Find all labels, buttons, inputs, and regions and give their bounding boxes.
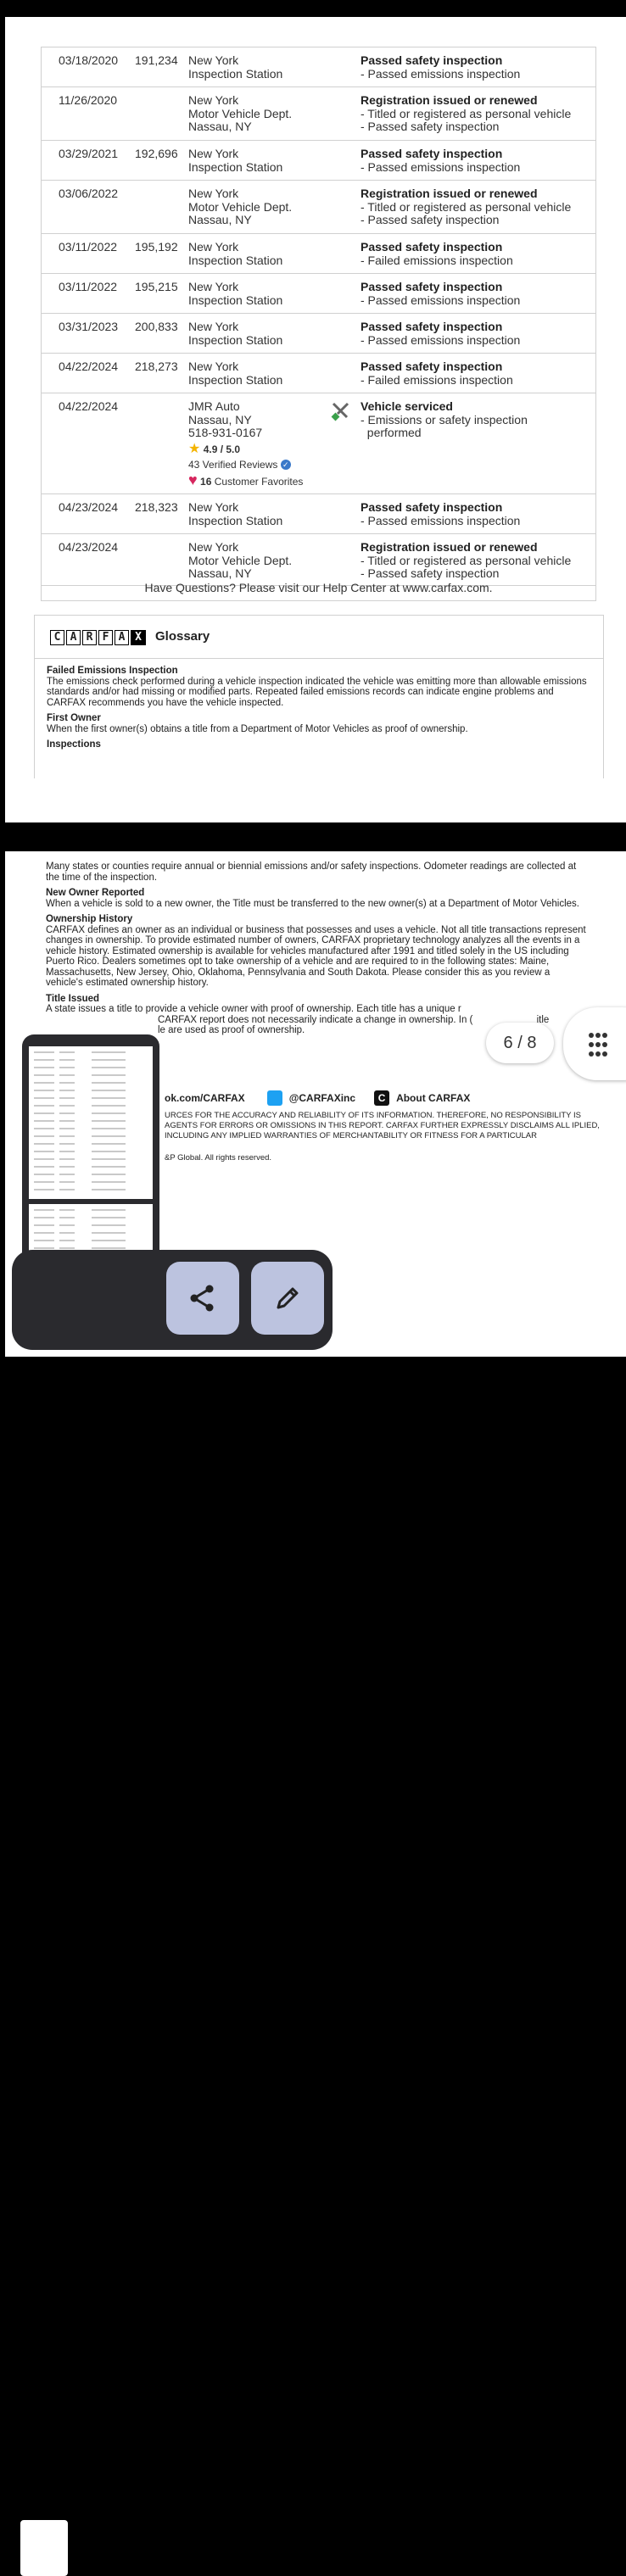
- glossary-entries-2: [46, 888, 589, 1015]
- thumbnail-line: [92, 1082, 126, 1084]
- row-odometer: 218,323: [135, 500, 178, 514]
- source-line: New York: [188, 240, 239, 254]
- event-title: Passed safety inspection: [361, 320, 503, 333]
- row-date: 03/29/2021: [59, 147, 119, 160]
- thumbnail-line: [34, 1090, 54, 1091]
- row-date: 04/23/2024: [59, 500, 119, 514]
- history-table: [41, 47, 596, 586]
- thumbnail-line: [92, 1247, 126, 1249]
- glossary-term: Title Issued: [46, 993, 100, 1004]
- row-details: [361, 541, 590, 581]
- history-row: [42, 534, 595, 585]
- thumbnail-line: [59, 1174, 75, 1175]
- thumbnail-line: [34, 1224, 54, 1226]
- thumbnail-line: [59, 1097, 75, 1099]
- dealer-rating: ★ 4.9 / 5.0 43 Verified Reviews ✓ ♥ 16 Customer Favorites: [188, 441, 304, 488]
- thumbnail-line: [92, 1217, 126, 1218]
- source-line: New York: [188, 187, 239, 200]
- thumbnail-line: [34, 1097, 54, 1099]
- row-odometer: 218,273: [135, 360, 178, 373]
- thumbnail-line: [92, 1174, 126, 1175]
- thumbnail-line: [59, 1059, 75, 1061]
- source-line: JMR Auto: [188, 399, 240, 413]
- thumbnail-line: [59, 1105, 75, 1107]
- title-issued-line2: CARFAX report does not necessarily indicate a change in ownership. In ( itle: [158, 1014, 550, 1025]
- carfax-c-icon: C: [374, 1090, 389, 1106]
- edit-button[interactable]: [251, 1262, 324, 1335]
- thumbnail-line: [59, 1247, 75, 1249]
- glossary-header: [35, 616, 603, 659]
- row-source: [188, 400, 303, 489]
- row-source: [188, 281, 282, 307]
- logo-letter: C: [50, 630, 64, 645]
- thumbnail-line: [59, 1143, 75, 1145]
- event-detail: - Failed emissions inspection: [361, 253, 513, 267]
- logo-letter: A: [115, 630, 129, 645]
- share-icon: [187, 1283, 218, 1313]
- thumbnail-line: [34, 1059, 54, 1061]
- row-odometer: 195,192: [135, 240, 178, 254]
- verified-check-icon: ✓: [281, 460, 291, 470]
- thumbnail-line: [34, 1217, 54, 1218]
- about-carfax-link[interactable]: About CARFAX: [396, 1092, 471, 1104]
- row-details: [361, 241, 590, 267]
- twitter-link[interactable]: @CARFAXinc: [288, 1092, 356, 1104]
- page-indicator: 6 / 8: [486, 1023, 554, 1063]
- wrench-screwdriver-icon: [330, 400, 352, 422]
- current-page-thumbnail[interactable]: [20, 2520, 68, 2576]
- glossary-term: Failed Emissions Inspection: [47, 666, 178, 676]
- thumbnail-line: [34, 1174, 54, 1175]
- thumbnail-line: [92, 1090, 126, 1091]
- thumbnail-line: [92, 1112, 126, 1114]
- row-date: 03/06/2022: [59, 187, 119, 200]
- row-date: 11/26/2020: [59, 93, 118, 107]
- glossary-definition: The emissions check performed during a vehicle inspection indicated the vehicle was emitting more than allowable emissions standards and/or had missing or modified parts. Repeated failed emissions records can indicate engine problems and CARFAX recommends you have the vehicle inspected.: [47, 676, 587, 708]
- thumbnail-line: [34, 1189, 54, 1190]
- event-detail: - Passed emissions inspection: [361, 293, 521, 307]
- source-line: New York: [188, 280, 239, 293]
- pencil-icon: [272, 1283, 303, 1313]
- share-button[interactable]: [166, 1262, 239, 1335]
- inspections-text: Many states or counties require annual or biennial emissions and/or safety inspections. Odometer readings are collected at the time of the inspection.: [46, 861, 577, 883]
- event-detail: - Titled or registered as personal vehicle: [361, 553, 572, 567]
- event-title: Passed safety inspection: [361, 500, 503, 514]
- thumbnail-line: [92, 1051, 126, 1053]
- report-page-1: [5, 17, 626, 822]
- logo-letter: R: [82, 630, 97, 645]
- thumbnail-line: [92, 1135, 126, 1137]
- thumbnail-line: [92, 1151, 126, 1152]
- row-details: [361, 94, 590, 134]
- thumbnail-line: [92, 1158, 126, 1160]
- source-line: New York: [188, 93, 239, 107]
- thumbnail-line: [59, 1189, 75, 1190]
- history-row: [42, 47, 595, 87]
- page-thumbnail[interactable]: [29, 1046, 153, 1199]
- event-detail: - Failed emissions inspection: [361, 372, 513, 387]
- thumbnail-line: [34, 1082, 54, 1084]
- thumbnail-line: [34, 1151, 54, 1152]
- disclaimer-text: URCES FOR THE ACCURACY AND RELIABILITY OF ITS INFORMATION. THEREFORE, NO RESPONSIBILITY IS AGENTS FOR ERRORS OR OMISSIONS IN THIS REPORT. CARFAX FURTHER EXPRESSLY DISCLAIMS ALL IPLIED, INCLUDING ANY IMPLIED WARRANTIES OF MERCHANTABILITY OR FITNESS FOR A PARTICULAR: [165, 1111, 600, 1140]
- row-odometer: 191,234: [135, 53, 178, 67]
- thumbnail-line: [59, 1120, 75, 1122]
- glossary-definition: When the first owner(s) obtains a title from a Department of Motor Vehicles as proof of ownership.: [47, 723, 468, 734]
- history-row: [42, 141, 595, 181]
- event-detail: - Passed safety inspection: [361, 213, 500, 226]
- event-detail: - Titled or registered as personal vehicle: [361, 106, 572, 120]
- social-links: [165, 1090, 606, 1106]
- thumbnail-line: [59, 1158, 75, 1160]
- row-source: [188, 321, 282, 347]
- thumbnail-line: [34, 1181, 54, 1183]
- thumbnail-line: [34, 1158, 54, 1160]
- menu-button[interactable]: [563, 1007, 626, 1080]
- source-line: Inspection Station: [188, 66, 283, 81]
- event-title: Registration issued or renewed: [361, 93, 538, 107]
- thumbnail-line: [59, 1240, 75, 1241]
- event-detail: - Passed safety inspection: [361, 566, 500, 580]
- thumbnail-line: [59, 1181, 75, 1183]
- thumbnail-line: [34, 1112, 54, 1114]
- star-icon: ★: [188, 441, 201, 456]
- thumbnail-line: [59, 1128, 75, 1129]
- glossary-term: Ownership History: [46, 914, 133, 924]
- thumbnail-line: [59, 1074, 75, 1076]
- source-line: Inspection Station: [188, 332, 283, 347]
- row-details: [361, 360, 590, 387]
- source-line: Nassau, NY: [188, 412, 252, 427]
- row-date: 04/22/2024: [59, 360, 119, 373]
- twitter-icon: [267, 1090, 282, 1106]
- source-line: Inspection Station: [188, 372, 283, 387]
- history-row: [42, 314, 595, 354]
- thumbnail-line: [59, 1232, 75, 1234]
- thumbnail-line: [92, 1166, 126, 1168]
- logo-letter: X: [131, 630, 146, 645]
- thumbnail-line: [92, 1074, 126, 1076]
- history-row: [42, 354, 595, 393]
- glossary-definition: When a vehicle is sold to a new owner, the Title must be transferred to the new owner(s) at a Department of Motor Vehicles.: [46, 898, 579, 909]
- dots-grid-icon: [589, 1033, 607, 1055]
- source-line: New York: [188, 147, 239, 160]
- row-date: 03/31/2023: [59, 320, 119, 333]
- thumbnail-line: [34, 1247, 54, 1249]
- event-detail: performed: [361, 426, 422, 439]
- thumbnail-line: [59, 1090, 75, 1091]
- glossary-title: Glossary: [155, 629, 210, 644]
- thumbnail-line: [92, 1189, 126, 1190]
- thumbnail-line: [34, 1051, 54, 1053]
- row-date: 03/18/2020: [59, 53, 119, 67]
- thumbnail-line: [34, 1120, 54, 1122]
- row-source: [188, 541, 292, 581]
- row-details: [361, 54, 590, 81]
- thumbnail-line: [92, 1209, 126, 1211]
- thumbnail-line: [34, 1135, 54, 1137]
- history-row: [42, 181, 595, 234]
- glossary-term: New Owner Reported: [46, 888, 145, 898]
- logo-letter: F: [98, 630, 113, 645]
- row-date: 04/23/2024: [59, 540, 119, 554]
- source-line: 518-931-0167: [188, 426, 263, 439]
- source-line: New York: [188, 540, 239, 554]
- thumbnail-line: [59, 1151, 75, 1152]
- glossary-term: Inspections: [47, 739, 101, 750]
- thumbnail-line: [92, 1128, 126, 1129]
- source-line: Inspection Station: [188, 159, 283, 174]
- row-date: 03/11/2022: [59, 280, 118, 293]
- history-row: [42, 393, 595, 494]
- glossary-definition: A state issues a title to provide a vehicle owner with proof of ownership. Each title has a unique r: [46, 1004, 461, 1014]
- row-details: [361, 321, 590, 347]
- event-detail: - Passed emissions inspection: [361, 159, 521, 174]
- source-line: Inspection Station: [188, 253, 283, 267]
- thumbnail-line: [92, 1224, 126, 1226]
- logo-letter: A: [66, 630, 81, 645]
- thumbnail-line: [92, 1097, 126, 1099]
- carfax-logo: [50, 630, 148, 645]
- thumbnail-line: [92, 1240, 126, 1241]
- bottom-toolbar: [12, 1250, 333, 1350]
- event-title: Registration issued or renewed: [361, 540, 538, 554]
- source-line: Motor Vehicle Dept.: [188, 106, 293, 120]
- source-line: New York: [188, 360, 239, 373]
- row-source: [188, 241, 282, 267]
- glossary-continued: [46, 861, 589, 1036]
- row-details: [361, 187, 590, 227]
- row-details: [361, 281, 590, 307]
- thumbnail-line: [59, 1166, 75, 1168]
- history-row: [42, 274, 595, 314]
- event-detail: - Titled or registered as personal vehicle: [361, 199, 572, 214]
- help-center-text: Have Questions? Please visit our Help Center at www.carfax.com.: [41, 578, 596, 601]
- source-line: New York: [188, 320, 239, 333]
- row-details: [361, 501, 590, 527]
- glossary-term: First Owner: [47, 713, 101, 723]
- row-odometer: 195,215: [135, 280, 178, 293]
- thumbnail-line: [34, 1166, 54, 1168]
- event-detail: - Passed safety inspection: [361, 120, 500, 133]
- event-title: Vehicle serviced: [361, 399, 453, 413]
- thumbnail-line: [59, 1067, 75, 1068]
- thumbnail-line: [34, 1209, 54, 1211]
- event-title: Passed safety inspection: [361, 147, 503, 160]
- row-details: [361, 148, 590, 174]
- event-title: Registration issued or renewed: [361, 187, 538, 200]
- history-row: [42, 494, 595, 534]
- thumbnail-line: [59, 1082, 75, 1084]
- source-line: Inspection Station: [188, 513, 283, 527]
- row-source: [188, 148, 282, 174]
- thumbnail-line: [59, 1135, 75, 1137]
- thumbnail-line: [92, 1232, 126, 1234]
- row-details: [361, 400, 590, 440]
- source-line: Motor Vehicle Dept.: [188, 553, 293, 567]
- thumbnail-line: [92, 1143, 126, 1145]
- row-source: [188, 360, 282, 387]
- row-odometer: 200,833: [135, 320, 178, 333]
- thumbnail-line: [34, 1105, 54, 1107]
- event-title: Passed safety inspection: [361, 240, 503, 254]
- thumbnail-line: [34, 1240, 54, 1241]
- thumbnail-line: [59, 1217, 75, 1218]
- facebook-link[interactable]: ok.com/CARFAX: [165, 1092, 245, 1104]
- thumbnail-line: [59, 1224, 75, 1226]
- thumbnail-line: [34, 1143, 54, 1145]
- thumbnail-line: [59, 1112, 75, 1114]
- row-date: 04/22/2024: [59, 399, 119, 413]
- thumbnail-line: [34, 1067, 54, 1068]
- history-row: [42, 87, 595, 141]
- glossary-definition: CARFAX defines an owner as an individual or business that possesses and uses a vehicle. Not all title transactions represent changes in ownership. To provide estimated number of owners, CARFAX proprietary technology analyzes all the events in a vehicle history. Estimated ownership is available for vehicles manufactured after 1991 and titled solely in the US including Puerto Rico. Dealers sometimes opt to take ownership of a vehicle and are required to in the following states: Maine, Massachusetts, New Jersey, Ohio, Oklahoma, Pennsylvania and South Dakota. Please consider this as you review a vehicle's estimated ownership history.: [46, 924, 586, 988]
- row-source: [188, 94, 292, 134]
- event-detail: - Emissions or safety inspection: [361, 412, 528, 427]
- thumbnail-line: [92, 1105, 126, 1107]
- source-line: Motor Vehicle Dept.: [188, 199, 293, 214]
- row-source: [188, 54, 282, 81]
- event-detail: - Passed emissions inspection: [361, 66, 521, 81]
- source-line: Nassau, NY: [188, 213, 252, 226]
- source-line: New York: [188, 500, 239, 514]
- event-detail: - Passed emissions inspection: [361, 513, 521, 527]
- source-line: Nassau, NY: [188, 120, 252, 133]
- event-title: Passed safety inspection: [361, 53, 503, 67]
- source-line: Inspection Station: [188, 293, 283, 307]
- event-title: Passed safety inspection: [361, 360, 503, 373]
- event-detail: - Passed emissions inspection: [361, 332, 521, 347]
- thumbnail-line: [92, 1181, 126, 1183]
- row-source: [188, 501, 282, 527]
- copyright-text: &P Global. All rights reserved.: [165, 1153, 272, 1163]
- event-title: Passed safety inspection: [361, 280, 503, 293]
- thumbnail-line: [92, 1120, 126, 1122]
- verified-reviews[interactable]: 43 Verified Reviews: [188, 458, 278, 471]
- thumbnail-line: [59, 1051, 75, 1053]
- row-date: 03/11/2022: [59, 240, 118, 254]
- source-line: Nassau, NY: [188, 566, 252, 580]
- row-odometer: 192,696: [135, 147, 178, 160]
- title-issued-line3: le are used as proof of ownership.: [158, 1025, 305, 1035]
- thumbnail-line: [59, 1209, 75, 1211]
- thumbnail-line: [34, 1232, 54, 1234]
- history-row: [42, 234, 595, 274]
- thumbnail-line: [92, 1059, 126, 1061]
- thumbnail-line: [34, 1074, 54, 1076]
- thumbnail-line: [34, 1128, 54, 1129]
- row-source: [188, 187, 292, 227]
- glossary-entries: [35, 666, 603, 750]
- thumbnail-line: [92, 1067, 126, 1068]
- glossary-section: [34, 615, 604, 778]
- source-line: New York: [188, 53, 239, 67]
- heart-icon: ♥: [188, 471, 198, 488]
